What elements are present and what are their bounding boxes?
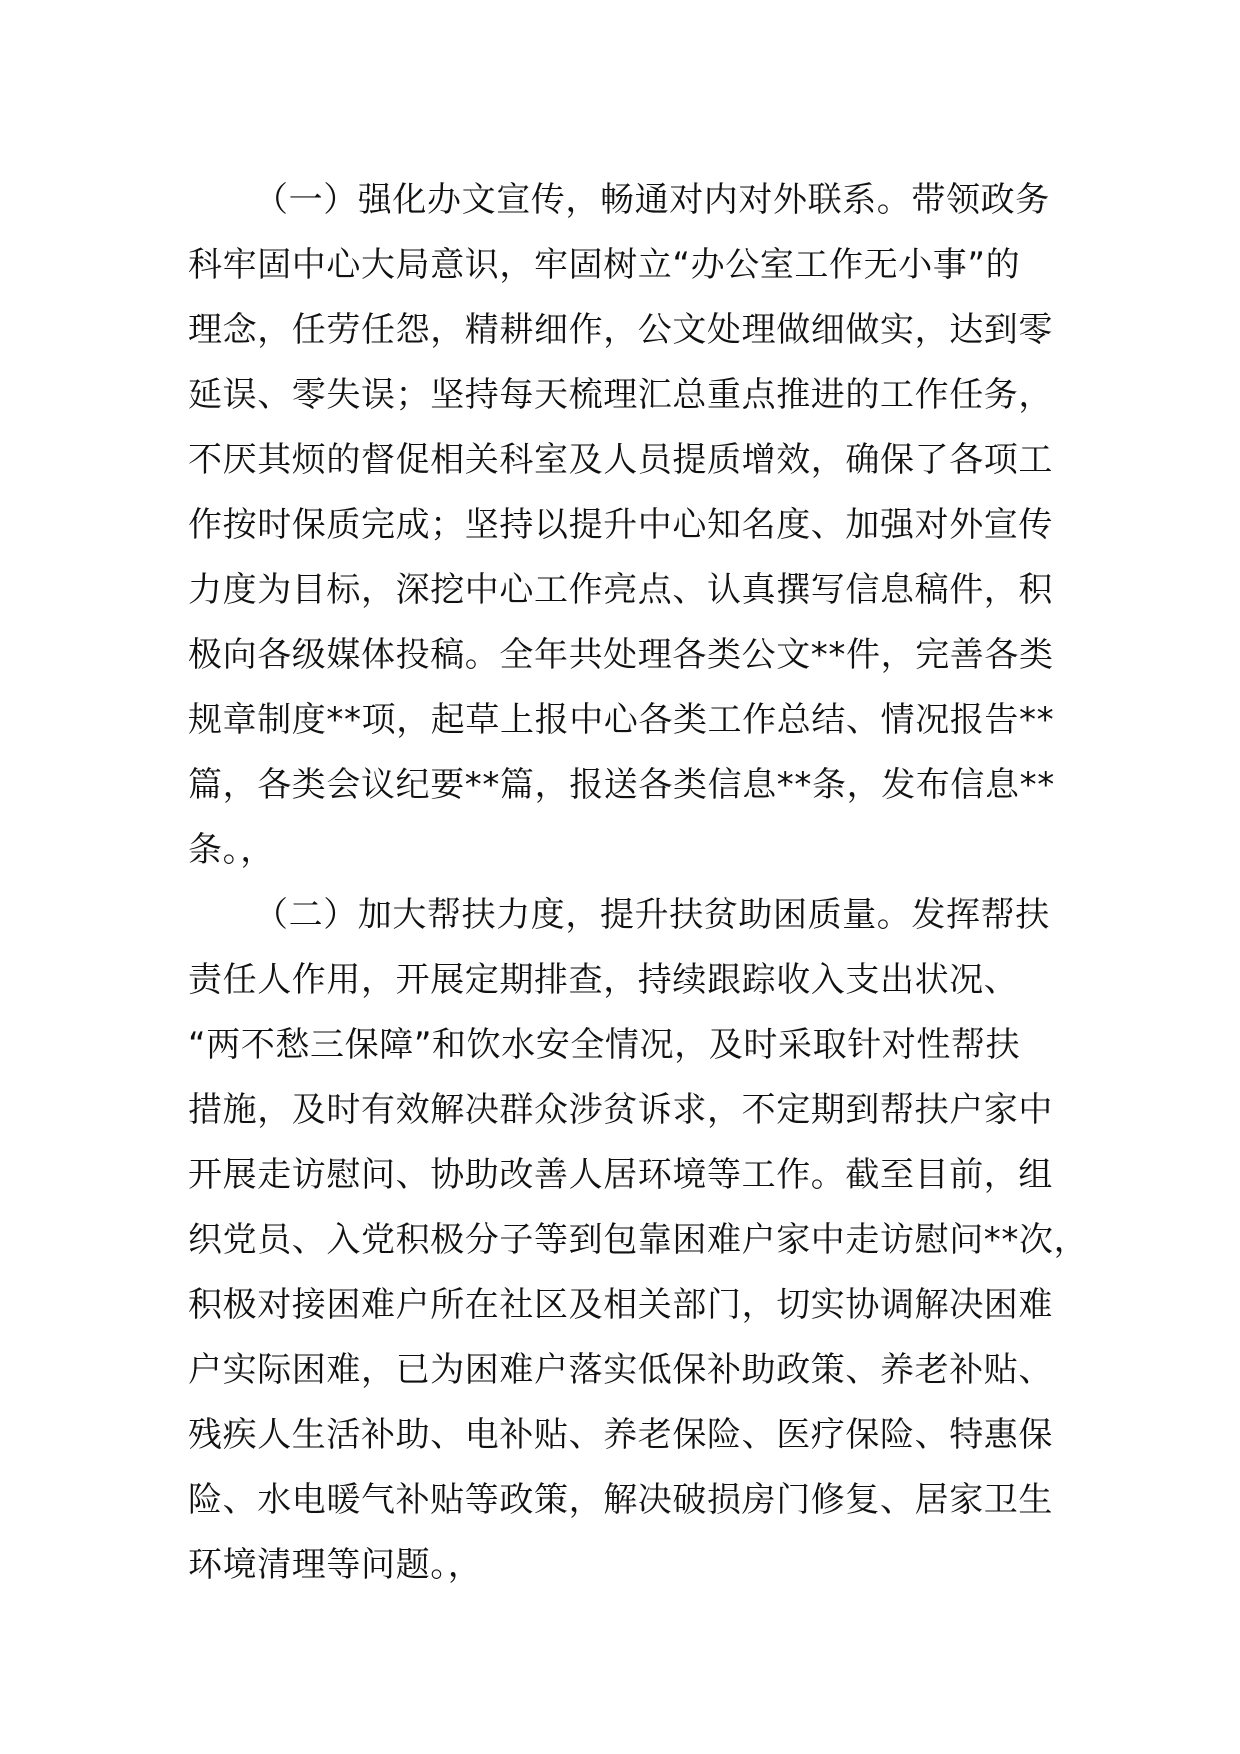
paragraph-line: “两不愁三保障”和饮水安全情况，及时采取针对性帮扶 — [188, 1025, 1021, 1065]
paragraph-line: 险、水电暖气补贴等政策，解决破损房门修复、居家卫生 — [188, 1480, 1053, 1520]
paragraph-line: 规章制度**项，起草上报中心各类工作总结、情况报告** — [188, 700, 1055, 740]
paragraph-line: 科牢固中心大局意识，牢固树立“办公室工作无小事”的 — [188, 245, 1021, 285]
paragraph-line: 环境清理等问题。， — [188, 1545, 483, 1585]
paragraph-2 — [188, 883, 1088, 1598]
paragraph-line: 积极对接困难户所在社区及相关部门，切实协调解决困难 — [188, 1285, 1053, 1325]
paragraph-line: 措施，及时有效解决群众涉贫诉求，不定期到帮扶户家中 — [188, 1090, 1053, 1130]
paragraph-line: 篇，各类会议纪要**篇，报送各类信息**条，发布信息** — [188, 765, 1055, 805]
paragraph-line: 责任人作用，开展定期排查，持续跟踪收入支出状况、 — [188, 960, 1019, 1000]
paragraph-1 — [188, 168, 1088, 883]
paragraph-line: 力度为目标，深挖中心工作亮点、认真撰写信息稿件，积 — [188, 570, 1053, 610]
paragraph-line: 极向各级媒体投稿。全年共处理各类公文**件，完善各类 — [188, 635, 1054, 675]
document-body — [188, 168, 1088, 1598]
paragraph-line: 不厌其烦的督促相关科室及人员提质增效，确保了各项工 — [188, 440, 1053, 480]
paragraph-line: 残疾人生活补助、电补贴、养老保险、医疗保险、特惠保 — [188, 1415, 1053, 1455]
paragraph-line: （二）加大帮扶力度，提升扶贫助困质量。发挥帮扶 — [254, 895, 1050, 935]
paragraph-line: 作按时保质完成；坚持以提升中心知名度、加强对外宣传 — [188, 505, 1053, 545]
paragraph-line: 延误、零失误；坚持每天梳理汇总重点推进的工作任务， — [188, 375, 1053, 415]
paragraph-line: 条。， — [188, 830, 275, 870]
paragraph-line: 户实际困难，已为困难户落实低保补助政策、养老补贴、 — [188, 1350, 1053, 1390]
paragraph-line: （一）强化办文宣传，畅通对内对外联系。带领政务 — [254, 180, 1050, 220]
paragraph-line: 织党员、入党积极分子等到包靠困难户家中走访慰问**次， — [188, 1220, 1089, 1260]
paragraph-line: 开展走访慰问、协助改善人居环境等工作。截至目前，组 — [188, 1155, 1053, 1195]
paragraph-line: 理念，任劳任怨，精耕细作，公文处理做细做实，达到零 — [188, 310, 1053, 350]
